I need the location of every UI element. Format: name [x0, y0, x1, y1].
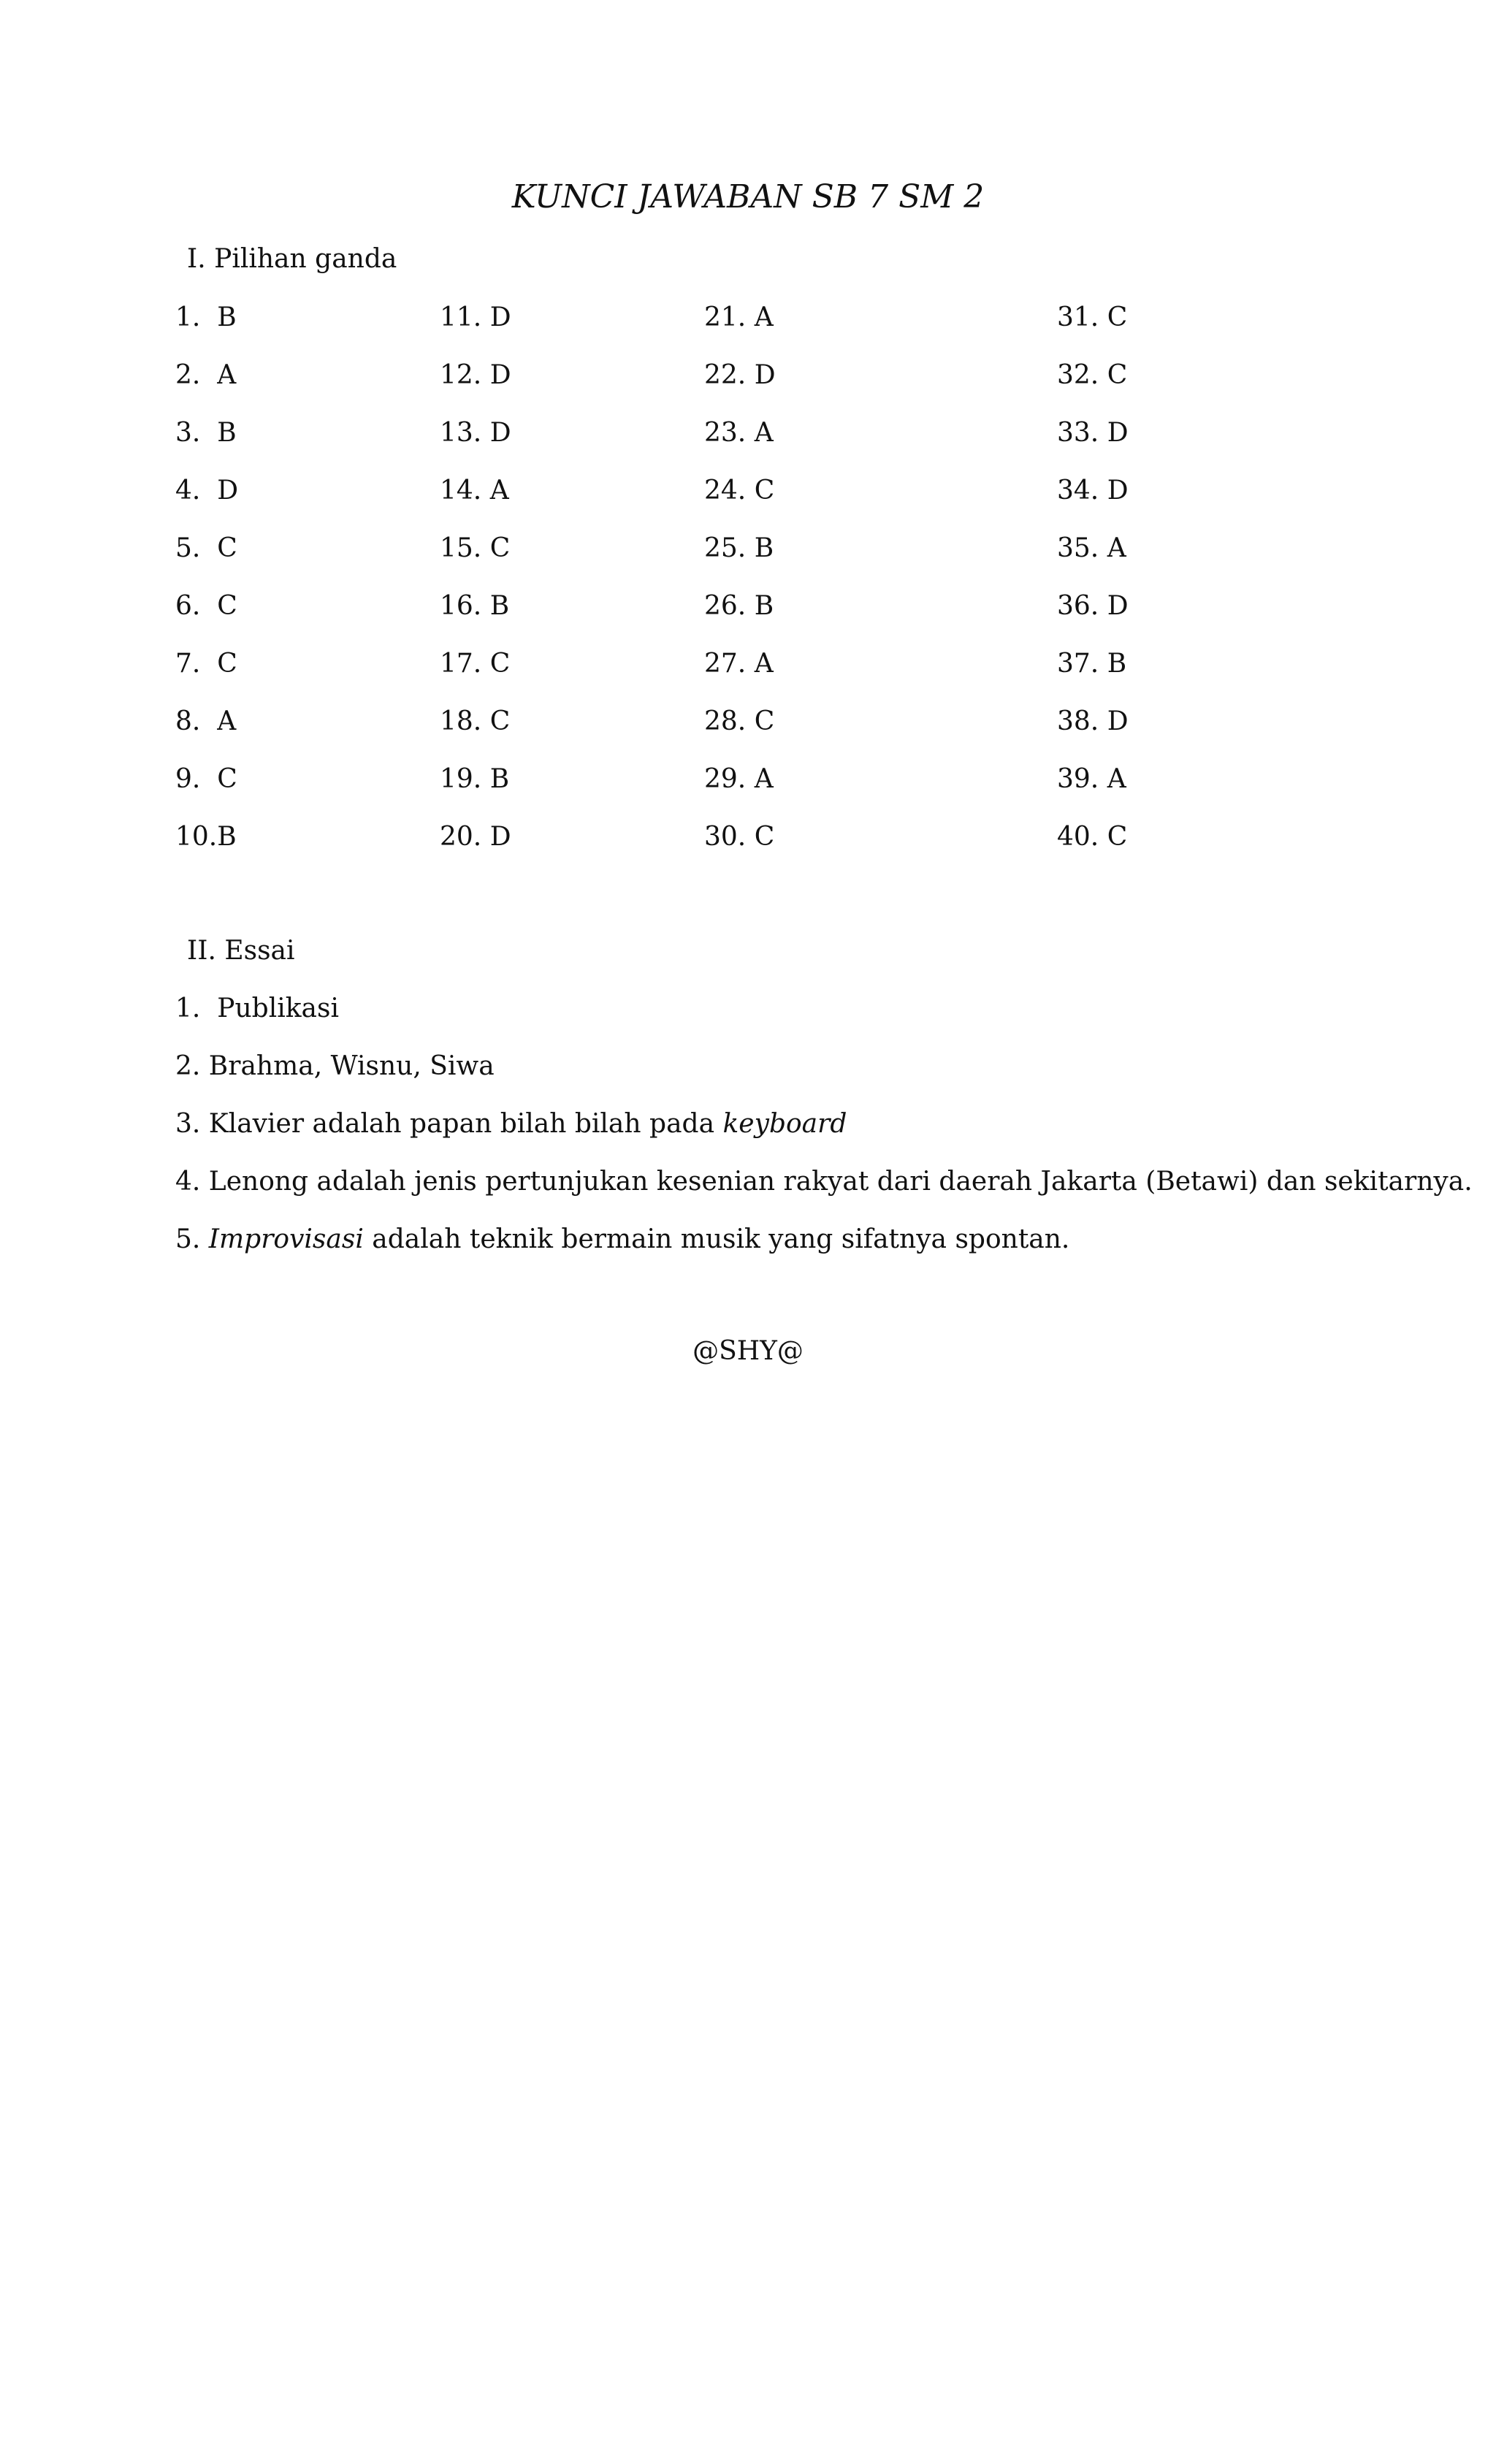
answer-item: 30. C	[704, 822, 775, 852]
answer-item: 20. D	[440, 822, 511, 852]
answer-grid	[175, 300, 1271, 877]
answer-item: 37. B	[1057, 649, 1127, 679]
answer-item: 4. D	[175, 476, 239, 506]
answer-item: 21. A	[704, 302, 774, 332]
answer-item: 33. D	[1057, 418, 1129, 448]
answer-item: 26. B	[704, 591, 774, 621]
answer-item: 5. C	[175, 533, 237, 563]
answer-item: 15. C	[440, 533, 511, 563]
answer-item: 3. B	[175, 418, 237, 448]
essay-answer-5-prefix: 5.	[175, 1224, 209, 1254]
essay-answer-4: 4. Lenong adalah jenis pertunjukan kesenian rakyat dari daerah Jakarta (Betawi) dan sekitarnya.	[175, 1167, 1473, 1197]
essay-answer-2: 2. Brahma, Wisnu, Siwa	[175, 1051, 495, 1081]
essay-answer-5	[175, 1221, 1069, 1258]
answer-item: 8. A	[175, 706, 237, 736]
answer-item: 10.B	[175, 822, 237, 852]
answer-item: 27. A	[704, 649, 774, 679]
answer-item: 7. C	[175, 649, 237, 679]
document-title: KUNCI JAWABAN SB 7 SM 2	[511, 178, 985, 215]
answer-item: 13. D	[440, 418, 511, 448]
answer-item: 31. C	[1057, 302, 1128, 332]
answer-item: 12. D	[440, 360, 511, 390]
essay-answer-5-term: Improvisasi	[208, 1224, 364, 1254]
essay-answer-3	[175, 1106, 847, 1143]
answer-item: 6. C	[175, 591, 237, 621]
answer-item: 32. C	[1057, 360, 1128, 390]
answer-item: 17. C	[440, 649, 511, 679]
author-signature: @SHY@	[692, 1336, 804, 1366]
answer-item: 25. B	[704, 533, 774, 563]
answer-item: 35. A	[1057, 533, 1126, 563]
essay-answer-3-text: 3. Klavier adalah papan bilah bilah pada	[175, 1109, 723, 1139]
answer-item: 38. D	[1057, 706, 1129, 736]
answer-item: 28. C	[704, 706, 775, 736]
answer-item: 40. C	[1057, 822, 1128, 852]
answer-item: 9. C	[175, 764, 237, 794]
answer-item: 24. C	[704, 476, 775, 506]
answer-item: 2. A	[175, 360, 237, 390]
answer-item: 22. D	[704, 360, 776, 390]
answer-item: 39. A	[1057, 764, 1126, 794]
answer-item: 34. D	[1057, 476, 1129, 506]
answer-item: 11. D	[440, 302, 511, 332]
answer-item: 16. B	[440, 591, 510, 621]
section-heading-multiple-choice: I. Pilihan ganda	[187, 244, 397, 274]
answer-item: 36. D	[1057, 591, 1129, 621]
answer-item: 19. B	[440, 764, 510, 794]
answer-item: 23. A	[704, 418, 774, 448]
section-heading-essay: II. Essai	[187, 936, 295, 966]
answer-item: 29. A	[704, 764, 774, 794]
answer-item: 1. B	[175, 302, 237, 332]
essay-answer-3-term: keyboard	[722, 1109, 847, 1139]
answer-item: 14. A	[440, 476, 509, 506]
answer-item: 18. C	[440, 706, 511, 736]
essay-answer-5-text: adalah teknik bermain musik yang sifatnya spontan.	[363, 1224, 1070, 1254]
essay-answer-1: 1. Publikasi	[175, 993, 339, 1023]
